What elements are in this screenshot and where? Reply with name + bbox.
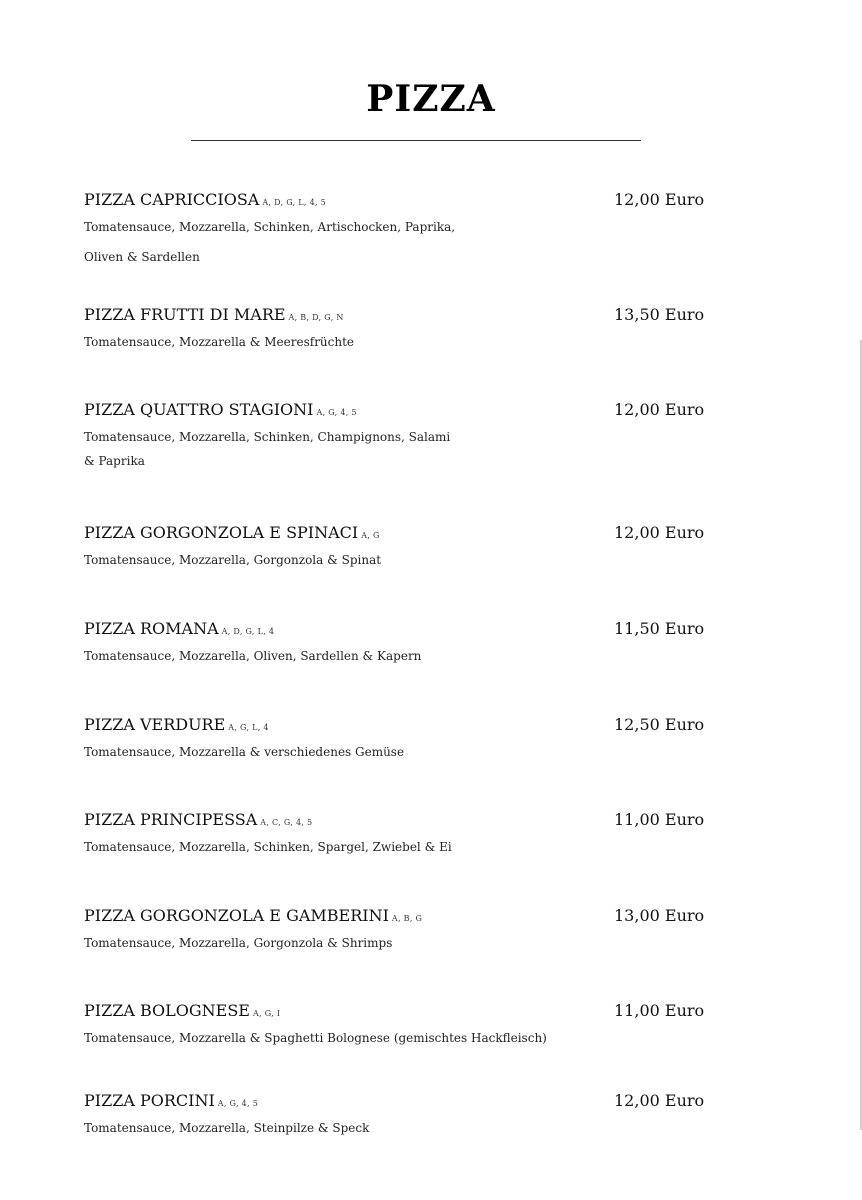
menu-item-price: 11,00 Euro [614, 810, 705, 829]
menu-item-allergens: A, B, D, G, N [288, 313, 344, 322]
menu-item-price: 12,00 Euro [614, 1091, 705, 1110]
menu-item-name: PIZZA QUATTRO STAGIONI [84, 400, 314, 419]
menu-item-gorgonzola-e-spinaci [84, 523, 704, 567]
menu-item-gorgonzola-e-gamberini [84, 906, 704, 950]
menu-item-name: PIZZA GORGONZOLA E SPINACI [84, 523, 359, 542]
menu-item-allergens: A, G [361, 531, 380, 540]
menu-item-price: 11,50 Euro [614, 619, 705, 638]
menu-item-allergens: A, B, G [391, 914, 423, 923]
menu-item-allergens: A, G, 4, 5 [316, 408, 357, 417]
menu-item-description: Tomatensauce, Mozzarella & Meeresfrüchte [84, 335, 355, 349]
menu-item-principessa [84, 810, 704, 854]
title-divider [191, 140, 641, 141]
menu-item-price: 12,00 Euro [614, 400, 705, 419]
menu-item-name: PIZZA PORCINI [84, 1091, 215, 1110]
menu-item-allergens: A, C, G, 4, 5 [260, 818, 313, 827]
menu-item-romana [84, 619, 704, 663]
menu-item-name: PIZZA CAPRICCIOSA [84, 190, 260, 209]
menu-item-description: Tomatensauce, Mozzarella, Schinken, Spargel, Zwiebel & Ei [84, 840, 452, 854]
menu-item-frutti-di-mare [84, 305, 704, 349]
menu-item-name: PIZZA BOLOGNESE [84, 1001, 250, 1020]
menu-item-description: Tomatensauce, Mozzarella, Oliven, Sardellen & Kapern [84, 649, 422, 663]
menu-item-price: 12,00 Euro [614, 190, 705, 209]
menu-item-price: 13,00 Euro [614, 906, 705, 925]
menu-item-description: Tomatensauce, Mozzarella, Gorgonzola & Shrimps [84, 936, 393, 950]
menu-item-description: Tomatensauce, Mozzarella, Gorgonzola & Spinat [84, 553, 382, 567]
menu-item-allergens: A, D, G, L, 4, 5 [262, 198, 327, 207]
menu-item-allergens: A, G, 4, 5 [217, 1099, 259, 1108]
menu-item-name: PIZZA PRINCIPESSA [84, 810, 258, 829]
menu-item-description: & Paprika [84, 454, 145, 468]
menu-item-description: Tomatensauce, Mozzarella, Steinpilze & Speck [84, 1121, 370, 1135]
menu-item-description: Tomatensauce, Mozzarella & Spaghetti Bolognese (gemischtes Hackfleisch) [84, 1031, 547, 1045]
menu-item-quattro-stagioni [84, 400, 704, 468]
menu-item-bolognese [84, 1001, 704, 1045]
menu-item-allergens: A, G, I [252, 1009, 281, 1018]
menu-item-name: PIZZA GORGONZOLA E GAMBERINI [84, 906, 389, 925]
menu-item-price: 12,00 Euro [614, 523, 705, 542]
menu-item-name: PIZZA ROMANA [84, 619, 219, 638]
menu-item-allergens: A, D, G, L, 4 [221, 627, 275, 636]
menu-item-price: 11,00 Euro [614, 1001, 705, 1020]
menu-item-name: PIZZA VERDURE [84, 715, 226, 734]
menu-item-price: 12,50 Euro [614, 715, 705, 734]
page-title: PIZZA [366, 78, 496, 120]
menu-item-capricciosa [84, 190, 704, 264]
menu-item-verdure [84, 715, 704, 759]
menu-item-description: Tomatensauce, Mozzarella, Schinken, Champignons, Salami [84, 430, 451, 444]
menu-item-porcini [84, 1091, 704, 1135]
menu-item-description: Oliven & Sardellen [84, 250, 200, 264]
menu-item-allergens: A, G, L, 4 [228, 723, 269, 732]
menu-item-description: Tomatensauce, Mozzarella & verschiedenes Gemüse [84, 745, 405, 759]
menu-item-description: Tomatensauce, Mozzarella, Schinken, Artischocken, Paprika, [84, 220, 456, 234]
menu-item-name: PIZZA FRUTTI DI MARE [84, 305, 286, 324]
menu-item-price: 13,50 Euro [614, 305, 705, 324]
